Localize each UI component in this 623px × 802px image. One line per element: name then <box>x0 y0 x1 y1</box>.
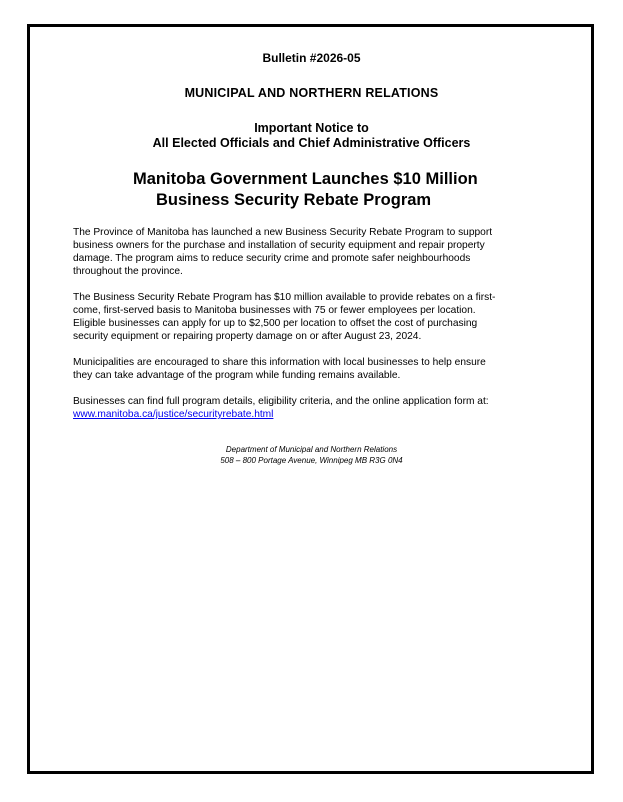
paragraph-more-info <box>73 395 553 421</box>
program-link[interactable]: www.manitoba.ca/justice/securityrebate.html <box>73 409 274 420</box>
department-heading: MUNICIPAL AND NORTHERN RELATIONS <box>184 86 439 100</box>
notice-line-1: Important Notice to <box>254 121 369 135</box>
paragraph-program-details <box>73 291 553 343</box>
paragraph-line: The Business Security Rebate Program has $10 million available to provide rebates on a first- <box>73 292 496 303</box>
paragraph-municipalities <box>73 356 553 382</box>
page-title <box>133 169 478 211</box>
body-text <box>73 226 553 434</box>
paragraph-line: throughout the province. <box>73 266 183 277</box>
paragraph-intro <box>73 226 553 278</box>
headline-line-2: Business Security Rebate Program <box>156 191 432 209</box>
paragraph-line: damage. The program aims to reduce security crime and promote safer neighbourhoods <box>73 253 471 264</box>
footer-street-address: 508 – 800 Portage Avenue, Winnipeg MB R3G 0N4 <box>220 456 403 465</box>
notice-line-2: All Elected Officials and Chief Administrative Officers <box>152 136 471 150</box>
headline-line-1: Manitoba Government Launches $10 Million <box>133 170 478 188</box>
paragraph-line: security equipment or repairing property damage on or after August 23, 2024. <box>73 331 422 342</box>
paragraph-line: Municipalities are encouraged to share this information with local businesses to help ensure <box>73 357 486 368</box>
bulletin-number: Bulletin #2026-05 <box>262 51 361 65</box>
paragraph-line: Businesses can find full program details, eligibility criteria, and the online application form at: <box>73 396 489 407</box>
paragraph-line: they can take advantage of the program while funding remains available. <box>73 370 401 381</box>
footer-department: Department of Municipal and Northern Relations <box>225 445 398 454</box>
paragraph-line: Eligible businesses can apply for up to $2,500 per location to offset the cost of purchasing <box>73 318 478 329</box>
notice-heading <box>0 121 623 151</box>
footer-address <box>0 444 623 466</box>
paragraph-line: come, first-served basis to Manitoba businesses with 75 or fewer employees per location. <box>73 305 476 316</box>
paragraph-line: business owners for the purchase and installation of security equipment and repair property <box>73 240 485 251</box>
paragraph-line: The Province of Manitoba has launched a new Business Security Rebate Program to support <box>73 227 493 238</box>
